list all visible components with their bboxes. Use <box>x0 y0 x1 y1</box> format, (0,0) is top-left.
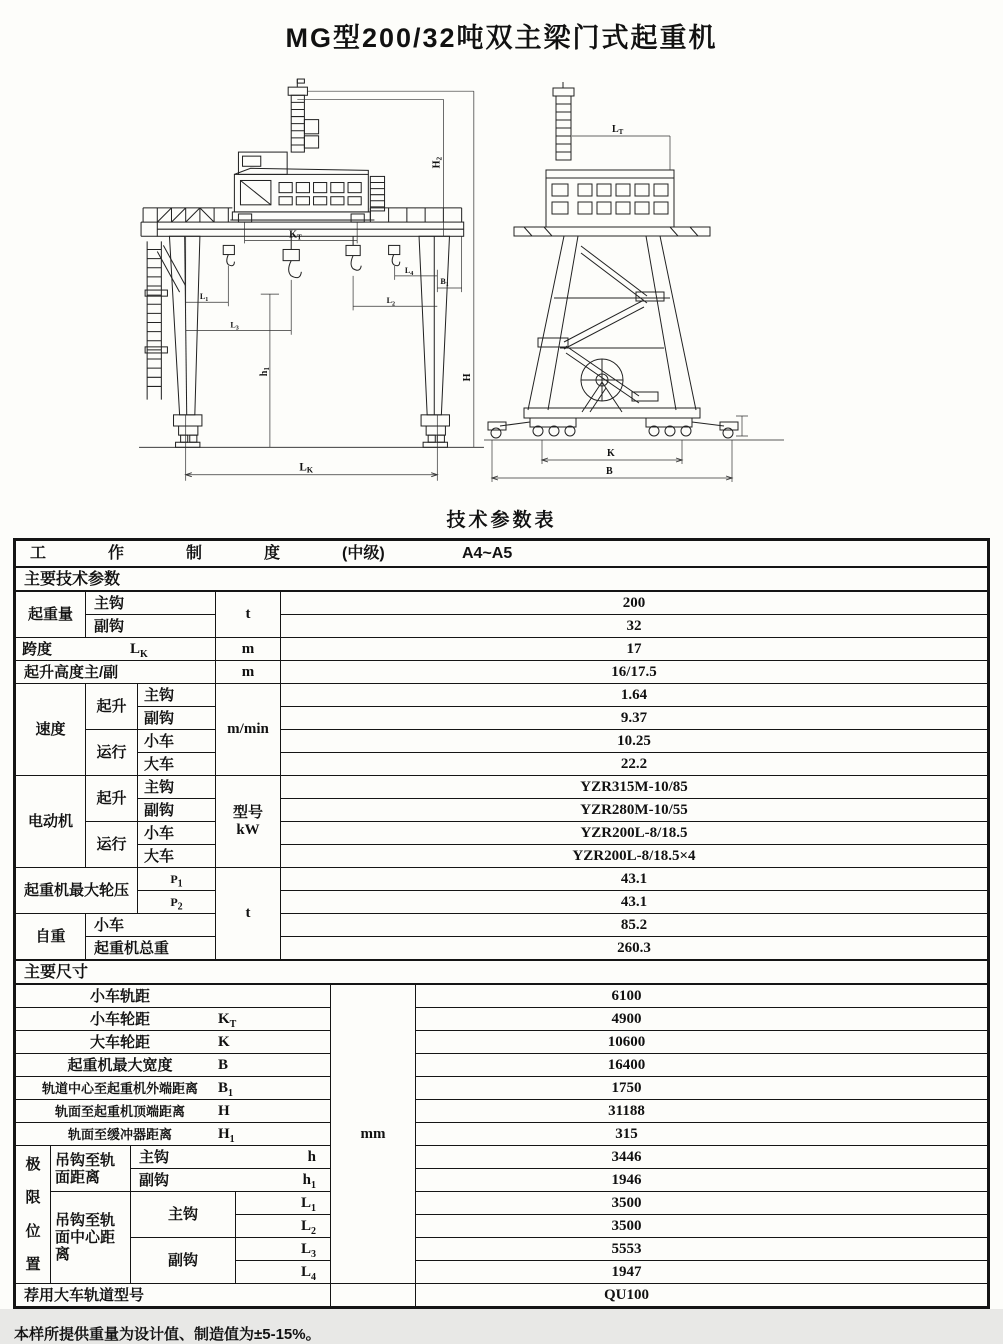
value-capacity-main: 200 <box>281 591 988 615</box>
label-l3: $L_3$ <box>236 1238 331 1261</box>
row-section-main-params <box>16 567 988 591</box>
label-limit-position-vertical: 极 限 位 置 <box>16 1146 51 1284</box>
value-motor-trolley: YZR200L-8/18.5 <box>281 822 988 845</box>
duty-group: A4~A5 <box>462 545 513 562</box>
value-max-width: 16400 <box>416 1054 988 1077</box>
value-h1: 1946 <box>416 1169 988 1192</box>
label-weight-total: 起重机总重 <box>86 937 216 960</box>
duty-char-1: 工 <box>30 545 47 562</box>
unit-m-min: m/min <box>216 684 281 776</box>
value-l1: 3500 <box>416 1192 988 1215</box>
value-rail-to-outer-end: 1750 <box>416 1077 988 1100</box>
label-motor-gantry: 大车 <box>138 845 216 868</box>
dim-label-l4: $L_4$ <box>404 265 414 277</box>
label-limit-main-hook: 主钩 <box>131 1192 236 1238</box>
row-dim-rail-to-outer-end <box>16 1077 988 1100</box>
value-l2: 3500 <box>416 1215 988 1238</box>
value-motor-main: YZR315M-10/85 <box>281 776 988 799</box>
dim-label-lt: $L_T$ <box>612 124 624 136</box>
unit-mm: mm <box>331 984 416 1284</box>
label-l1: $L_1$ <box>236 1192 331 1215</box>
value-weight-trolley: 85.2 <box>281 914 988 937</box>
label-speed-trolley: 小车 <box>138 730 216 753</box>
label-hook-to-rail: 吊钩至轨面距离 <box>51 1146 131 1192</box>
value-motor-aux: YZR280M-10/55 <box>281 799 988 822</box>
row-motor-trolley <box>16 822 988 845</box>
value-speed-aux: 9.37 <box>281 707 988 730</box>
label-limit-aux-hook: 副钩 <box>131 1238 236 1284</box>
row-selfweight-trolley <box>16 914 988 937</box>
row-section-dimensions <box>16 961 988 985</box>
label-rail-to-outer-end: 轨道中心至起重机外端距离 $B_1$ <box>16 1077 331 1100</box>
label-gantry-wheelbase: 大车轮距 K <box>16 1031 331 1054</box>
value-lifting-height: 16/17.5 <box>281 661 988 684</box>
row-speed-gantry <box>16 753 988 776</box>
dim-label-l2: $L_2$ <box>386 296 396 308</box>
row-motor-hoist-main <box>16 776 988 799</box>
label-main-hook: 主钩 <box>86 591 216 615</box>
label-l2: $L_2$ <box>236 1215 331 1238</box>
row-dim-trolley-gauge <box>16 984 988 1008</box>
page-title: MG型200/32吨双主梁门式起重机 <box>285 23 718 53</box>
dim-label-l3: $L_3$ <box>230 320 239 332</box>
value-h: 3446 <box>416 1146 988 1169</box>
parameters-table <box>13 538 990 1309</box>
crane-side-view-drawing <box>484 77 784 495</box>
value-recommended-rail: QU100 <box>416 1284 988 1307</box>
row-limit-hook-aux <box>16 1169 988 1192</box>
label-span: 跨度 $L_K$ <box>16 638 216 661</box>
unit-model-kw: 型号 kW <box>216 776 281 868</box>
dim-label-b: B <box>606 466 613 477</box>
duty-grade: (中级) <box>342 545 385 562</box>
label-self-weight: 自重 <box>16 914 86 960</box>
row-speed-trolley <box>16 730 988 753</box>
row-limit-l1 <box>16 1192 988 1215</box>
dim-label-l1: $L_1$ <box>199 292 209 304</box>
unit-m: m <box>216 638 281 661</box>
row-selfweight-total <box>16 937 988 960</box>
label-speed-gantry: 大车 <box>138 753 216 776</box>
value-capacity-aux: 32 <box>281 615 988 638</box>
label-trolley-wheelbase: 小车轮距 $K_T$ <box>16 1008 331 1031</box>
label-l4: $L_4$ <box>236 1261 331 1284</box>
crane-front-view-drawing <box>139 77 484 495</box>
label-motor: 电动机 <box>16 776 86 868</box>
value-l3: 5553 <box>416 1238 988 1261</box>
label-motor-hoist: 起升 <box>86 776 138 822</box>
label-speed-hoist: 起升 <box>86 684 138 730</box>
row-dim-rail-to-buffer <box>16 1123 988 1146</box>
unit-t: t <box>216 591 281 638</box>
dim-label-lk: LK <box>299 461 314 475</box>
label-aux-hook: 副钩 <box>86 615 216 638</box>
unit-t2: t <box>216 868 281 960</box>
value-rail-to-buffer: 315 <box>416 1123 988 1146</box>
duty-char-3: 制 <box>186 545 203 562</box>
row-dim-max-width <box>16 1054 988 1077</box>
row-limit-hook-main <box>16 1146 988 1169</box>
label-weight-trolley: 小车 <box>86 914 216 937</box>
row-lift-aux <box>16 615 988 638</box>
row-motor-hoist-aux <box>16 799 988 822</box>
label-lifting-height: 起升高度主/副 <box>16 661 216 684</box>
table-upper <box>15 540 988 960</box>
value-rail-to-top: 31188 <box>416 1100 988 1123</box>
label-rail-to-buffer: 轨面至缓冲器距离 $H_1$ <box>16 1123 331 1146</box>
section-header-main-params: 主要技术参数 <box>16 567 988 591</box>
label-motor-main-hook: 主钩 <box>138 776 216 799</box>
row-recommended-rail <box>16 1284 988 1307</box>
cell-duty-class <box>16 541 988 568</box>
label-motor-aux-hook: 副钩 <box>138 799 216 822</box>
dim-label-h: H <box>461 373 473 382</box>
section-header-dimensions: 主要尺寸 <box>16 961 988 985</box>
cell-rail-unit-empty <box>331 1284 416 1307</box>
value-speed-trolley: 10.25 <box>281 730 988 753</box>
duty-char-2: 作 <box>108 545 125 562</box>
label-limit-main-hook-h: 主钩 h <box>131 1146 331 1169</box>
dim-label-k: K <box>607 448 615 459</box>
table-dimensions <box>15 960 988 1307</box>
value-gantry-wheelbase: 10600 <box>416 1031 988 1054</box>
value-speed-gantry: 22.2 <box>281 753 988 776</box>
dim-label-kt: $K_T$ <box>289 229 302 242</box>
row-speed-hoist-main <box>16 684 988 707</box>
row-lift-main <box>16 591 988 615</box>
dim-label-b1: $B_1$ <box>440 276 449 288</box>
value-motor-gantry: YZR200L-8/18.5×4 <box>281 845 988 868</box>
row-dim-gantry-wheelbase <box>16 1031 988 1054</box>
label-max-wheel-pressure: 起重机最大轮压 <box>16 868 138 914</box>
label-speed-aux-hook: 副钩 <box>138 707 216 730</box>
label-p2: $P_2$ <box>138 891 216 914</box>
row-speed-hoist-aux <box>16 707 988 730</box>
value-span: 17 <box>281 638 988 661</box>
row-span <box>16 638 988 661</box>
value-weight-total: 260.3 <box>281 937 988 960</box>
row-dim-trolley-wheelbase <box>16 1008 988 1031</box>
label-speed-main-hook: 主钩 <box>138 684 216 707</box>
label-limit-aux-hook-h1: 副钩 $h_1$ <box>131 1169 331 1192</box>
drawings-row <box>0 77 963 499</box>
row-motor-gantry <box>16 845 988 868</box>
value-wheel-pressure-p2: 43.1 <box>281 891 988 914</box>
row-lifting-height <box>16 661 988 684</box>
label-speed-travel: 运行 <box>86 730 138 776</box>
dim-label-h2: $H_2$ <box>431 156 444 169</box>
label-hook-to-rail-center: 吊钩至轨面中心距离 <box>51 1192 131 1284</box>
table-title: 技术参数表 <box>446 510 557 531</box>
dim-label-h1: $h_1$ <box>258 367 271 377</box>
row-duty-class <box>16 541 988 568</box>
unit-m2: m <box>216 661 281 684</box>
label-rail-to-top: 轨面至起重机顶端距离 H <box>16 1100 331 1123</box>
value-speed-main: 1.64 <box>281 684 988 707</box>
value-trolley-wheelbase: 4900 <box>416 1008 988 1031</box>
label-recommended-rail: 荐用大车轨道型号 <box>16 1284 331 1307</box>
label-max-width: 起重机最大宽度 B <box>16 1054 331 1077</box>
value-l4: 1947 <box>416 1261 988 1284</box>
duty-char-4: 度 <box>264 545 281 562</box>
row-wheel-pressure-p2 <box>16 891 988 914</box>
row-limit-l3 <box>16 1238 988 1261</box>
label-speed: 速度 <box>16 684 86 776</box>
label-p1: $P_1$ <box>138 868 216 891</box>
label-trolley-gauge: 小车轨距 <box>16 984 331 1008</box>
row-dim-rail-to-top <box>16 1100 988 1123</box>
label-motor-trolley: 小车 <box>138 822 216 845</box>
value-trolley-gauge: 6100 <box>416 984 988 1008</box>
row-wheel-pressure-p1 <box>16 868 988 891</box>
label-motor-travel: 运行 <box>86 822 138 868</box>
footnote: 本样所提供重量为设计值、制造值为±5-15%。 <box>14 1326 321 1343</box>
value-wheel-pressure-p1: 43.1 <box>281 868 988 891</box>
label-lifting-capacity: 起重量 <box>16 591 86 638</box>
